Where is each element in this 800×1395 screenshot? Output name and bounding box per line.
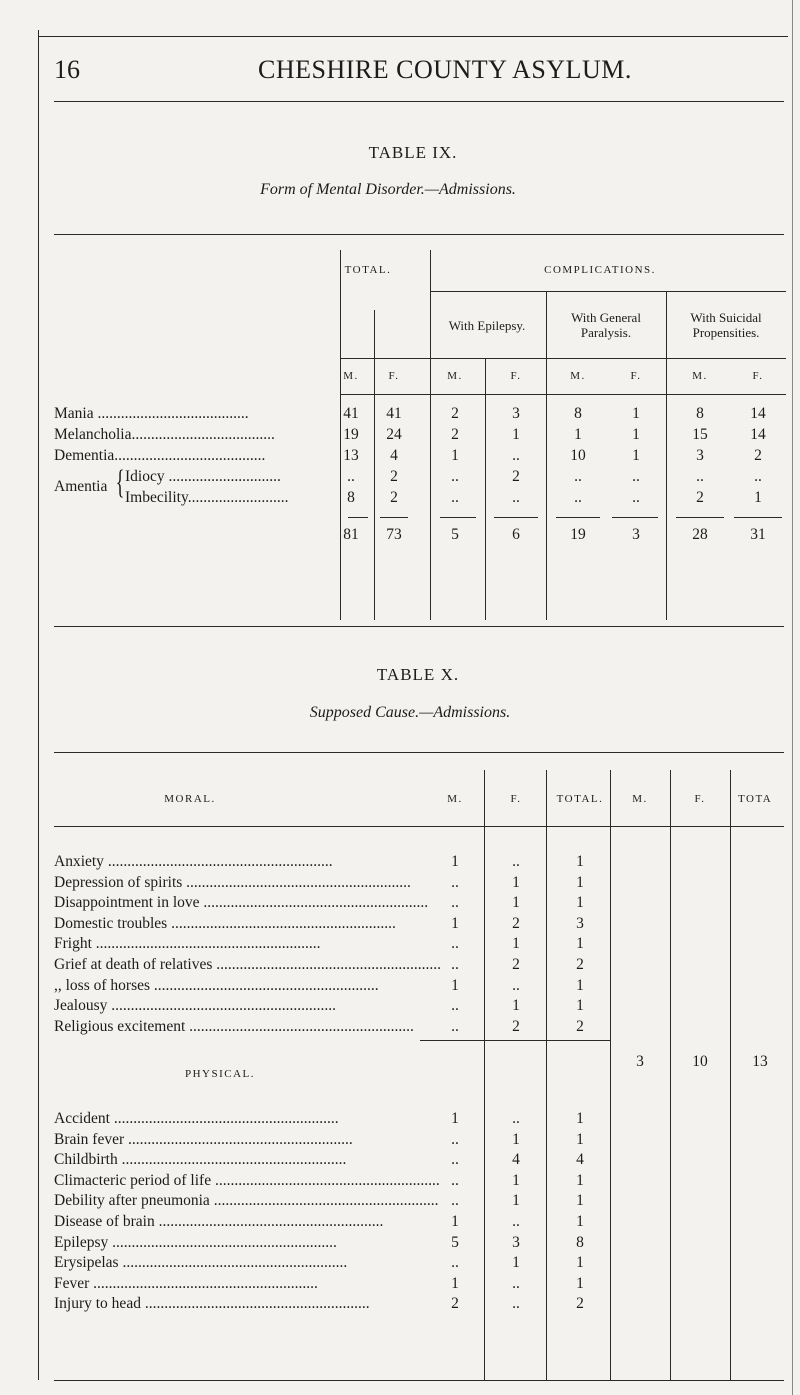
t10-cell-t: 1 (576, 1130, 584, 1148)
t10-row-label: Brain fever .......................................................... (54, 1130, 353, 1148)
t10-row-label: Anxiety .......................................................... (54, 853, 333, 870)
t10-vline-1 (484, 770, 485, 1380)
t9-cell: 2 (390, 468, 398, 485)
t10-cell-f: 1 (512, 894, 520, 912)
t9-sum-rule-2 (380, 517, 408, 518)
complications-rule (430, 291, 786, 292)
t9-vline-6 (666, 291, 667, 620)
t10-h-m: M. (447, 793, 463, 805)
t10-row-label-text: Depression of spirits (54, 873, 183, 891)
t9-sum-rule-1 (348, 517, 368, 518)
t9-cell: 10 (570, 447, 586, 464)
t10-h-moral: MORAL. (164, 793, 216, 805)
table10-top-rule (54, 752, 784, 753)
t10-cell-m: .. (451, 1254, 459, 1272)
t10-row-label-text: Disappointment in love (54, 894, 200, 912)
t10-row-label-text: ,, loss of horses (54, 976, 151, 994)
page-right-edge (792, 0, 793, 1395)
t10-cell-f: 4 (512, 1151, 520, 1169)
table9-sub-epilepsy: With Epilepsy. (448, 318, 526, 333)
t9-vline-1 (340, 250, 341, 620)
t10-h-total: TOTAL. (556, 793, 604, 805)
t10-row-label: Epilepsy .......................................................... (54, 1233, 337, 1251)
t10-cell-t: 2 (576, 1017, 584, 1035)
t9-cell: 3 (696, 447, 704, 464)
t9-cell: 14 (750, 405, 766, 422)
t9-cell: 1 (574, 426, 582, 443)
t10-row-label: Disease of brain .......................................................... (54, 1213, 384, 1230)
table9-group-complications: COMPLICATIONS. (544, 264, 656, 276)
t9-cell: 1 (632, 405, 640, 422)
t9-cell: 14 (750, 426, 766, 443)
t9-vline-3 (430, 250, 431, 620)
t10-row-label-text: Accident (54, 1110, 110, 1127)
t10-row-label-text: Anxiety (54, 853, 104, 870)
t10-cell-t: 8 (576, 1233, 584, 1251)
t9-cell: 2 (451, 405, 459, 422)
t10-row-label: Childbirth .......................................................... (54, 1151, 347, 1169)
t9-cell: 15 (692, 426, 708, 443)
t9-brace: { (115, 464, 125, 501)
t9-row-label-imbecility: Imbecility.......................... (125, 489, 289, 506)
t9-cell: 13 (343, 447, 359, 464)
t10-cell-f: 1 (512, 1192, 520, 1210)
t9-amentia-label: Amentia (54, 478, 108, 495)
t10-row-label-text: Religious excitement (54, 1017, 186, 1035)
t9-cell: .. (632, 489, 640, 506)
t10-row-label: Disappointment in love .......................................................... (54, 894, 429, 912)
t10-cell-m: 5 (451, 1233, 459, 1251)
t9-cell: .. (347, 468, 355, 485)
t9-total-cell: 28 (692, 526, 708, 543)
t10-cell-t: 1 (576, 1213, 584, 1230)
subheader-rule (340, 358, 786, 359)
t10-cell-t: 1 (576, 1171, 584, 1189)
t9-sum-rule-5 (556, 517, 600, 518)
t10-cell-m: .. (451, 1171, 459, 1189)
t9-h-f3: F. (630, 370, 642, 382)
table9-sub-paralysis: With General Paralysis. (571, 310, 641, 340)
t10-cell-t: 2 (576, 1295, 584, 1313)
t9-h-f4: F. (752, 370, 764, 382)
t10-vline-5 (730, 770, 731, 1380)
t10-cell-t: 4 (576, 1151, 584, 1169)
t10-cell-m: 1 (451, 1110, 459, 1127)
t9-cell: 1 (632, 447, 640, 464)
t10-h-f: F. (510, 793, 522, 805)
t10-row-label-text: Debility after pneumonia (54, 1192, 210, 1210)
t10-row-label: Grief at death of relatives .......................................................... (54, 956, 441, 973)
t10-vline-3 (610, 770, 611, 1380)
t9-cell: .. (512, 489, 520, 506)
t10-cell-t: 1 (576, 1110, 584, 1127)
t10-cell-m: .. (451, 935, 459, 953)
t9-sum-rule-8 (734, 517, 782, 518)
t9-cell: .. (754, 468, 762, 485)
t9-vline-4 (485, 358, 486, 620)
t10-cell-m: .. (451, 1151, 459, 1169)
t9-vline-2 (374, 310, 375, 620)
t9-cell: .. (574, 468, 582, 485)
t9-cell: 2 (512, 468, 520, 485)
t10-cell-m: 1 (451, 853, 459, 870)
page-top-rule (38, 36, 788, 37)
table10-subtitle: Supposed Cause.—Admissions. (309, 704, 511, 721)
t10-row-label: Fright .......................................................... (54, 935, 321, 953)
table9-bottom-rule (54, 626, 784, 627)
t9-cell: 4 (390, 447, 398, 464)
t10-row-label-text: Epilepsy (54, 1233, 109, 1251)
running-title: CHESHIRE COUNTY ASYLUM. (258, 55, 632, 84)
table9-title: TABLE IX. (368, 143, 458, 162)
t10-cell-m: .. (451, 894, 459, 912)
t10-cell-t: 1 (576, 873, 584, 891)
t10-cell-f: 2 (512, 956, 520, 973)
t9-cell: .. (451, 489, 459, 506)
t10-vline-2 (546, 770, 547, 1380)
t9-total-cell: 73 (386, 526, 402, 543)
t9-total-cell: 5 (451, 526, 459, 543)
t10-row-label: Accident .......................................................... (54, 1110, 339, 1127)
t10-cell-f: 1 (512, 1130, 520, 1148)
t9-row-label-mania: Mania ....................................... (54, 405, 249, 422)
t10-row-label: Erysipelas .......................................................... (54, 1254, 348, 1272)
header-rule (54, 101, 784, 102)
t10-cell-t: 1 (576, 853, 584, 870)
t9-sum-rule-4 (494, 517, 538, 518)
t9-cell: 41 (343, 405, 359, 422)
t9-total-cell: 19 (570, 526, 586, 543)
t9-h-m3: M. (570, 370, 586, 382)
t9-cell: 1 (754, 489, 762, 506)
t10-row-label: Jealousy .......................................................... (54, 997, 337, 1015)
t10-cell-f: .. (512, 1110, 520, 1127)
t10-moral-sub-total: 13 (752, 1053, 768, 1070)
t10-cell-t: 1 (576, 1192, 584, 1210)
t10-cell-m: 1 (451, 1274, 459, 1292)
t10-cell-f: 2 (512, 1017, 520, 1035)
t10-cell-t: 1 (576, 997, 584, 1015)
t10-row-label: Fever .......................................................... (54, 1274, 318, 1292)
t9-cell: 2 (451, 426, 459, 443)
t10-cell-m: 2 (451, 1295, 459, 1313)
t9-cell: .. (451, 468, 459, 485)
t9-cell: 8 (347, 489, 355, 506)
t10-cell-f: 1 (512, 997, 520, 1015)
t10-row-label-text: Fever (54, 1274, 90, 1292)
t9-sum-rule-7 (676, 517, 724, 518)
t10-cell-t: 1 (576, 894, 584, 912)
t9-vline-5 (546, 291, 547, 620)
t10-row-label-text: Grief at death of relatives (54, 956, 213, 973)
t10-cell-f: 1 (512, 1254, 520, 1272)
t10-row-label: Debility after pneumonia .......................................................... (54, 1192, 439, 1210)
t9-total-cell: 81 (343, 526, 359, 543)
t9-cell: 1 (512, 426, 520, 443)
t10-h-physical: PHYSICAL. (184, 1068, 256, 1080)
t10-row-label-text: Brain fever (54, 1130, 125, 1148)
t9-h-f1: F. (388, 370, 400, 382)
t9-h-m2: M. (447, 370, 463, 382)
t10-cell-f: 1 (512, 873, 520, 891)
t9-total-cell: 3 (632, 526, 640, 543)
table9-subtitle: Form of Mental Disorder.—Admissions. (260, 181, 516, 198)
table10-title: TABLE X. (376, 665, 460, 684)
page-left-rule (38, 30, 39, 1380)
mf-rule (340, 394, 786, 395)
t10-row-label-text: Injury to head (54, 1295, 141, 1313)
t9-total-cell: 6 (512, 526, 520, 543)
t10-h-m2: M. (632, 793, 648, 805)
t10-row-label: Domestic troubles .......................................................... (54, 914, 396, 932)
t10-cell-t: 1 (576, 976, 584, 994)
t10-cell-m: .. (451, 1192, 459, 1210)
t10-row-label: Climacteric period of life .......................................................... (54, 1171, 440, 1189)
t9-cell: 41 (386, 405, 402, 422)
t10-cell-m: .. (451, 1017, 459, 1035)
t10-cell-t: 1 (576, 1254, 584, 1272)
t9-cell: .. (574, 489, 582, 506)
t10-h-f2: F. (694, 793, 706, 805)
t9-cell: 8 (574, 405, 582, 422)
t10-cell-m: .. (451, 956, 459, 973)
t9-cell: 1 (632, 426, 640, 443)
t10-cell-m: .. (451, 873, 459, 891)
t9-cell: .. (512, 447, 520, 464)
t10-cell-m: 1 (451, 1213, 459, 1230)
t9-cell: 24 (386, 426, 402, 443)
t10-row-label: Depression of spirits .......................................................... (54, 873, 411, 891)
t10-cell-t: 1 (576, 935, 584, 953)
t10-cell-t: 3 (576, 914, 584, 932)
t10-row-label: Religious excitement .......................................................... (54, 1017, 414, 1035)
t10-cell-m: 1 (451, 976, 459, 994)
t9-cell: .. (632, 468, 640, 485)
table9-sub-suicidal: With Suicidal Propensities. (690, 310, 762, 340)
t10-row-label-text: Erysipelas (54, 1254, 119, 1272)
t9-cell: 3 (512, 405, 520, 422)
t9-total-cell: 31 (750, 526, 766, 543)
t10-cell-f: .. (512, 1295, 520, 1313)
t10-row-label: Injury to head .......................................................... (54, 1295, 370, 1313)
t9-cell: 8 (696, 405, 704, 422)
t9-sum-rule-6 (612, 517, 658, 518)
t10-row-label-text: Jealousy (54, 997, 108, 1015)
t10-h-total2: TOTA (738, 793, 773, 805)
t9-h-m1: M. (343, 370, 359, 382)
t9-cell: 19 (343, 426, 359, 443)
t9-sum-rule-3 (440, 517, 476, 518)
t10-cell-m: .. (451, 1130, 459, 1148)
t10-moral-sum-rule (420, 1040, 610, 1041)
t9-cell: .. (696, 468, 704, 485)
t10-header-rule (54, 826, 784, 827)
table9-top-rule (54, 234, 784, 235)
t10-cell-t: 2 (576, 956, 584, 973)
t10-cell-f: .. (512, 1213, 520, 1230)
t10-row-label-text: Climacteric period of life (54, 1171, 212, 1189)
t10-vline-4 (670, 770, 671, 1380)
t10-cell-m: 1 (451, 914, 459, 932)
t10-cell-f: 1 (512, 1171, 520, 1189)
t10-moral-sub-m: 3 (636, 1053, 644, 1070)
t9-cell: 1 (451, 447, 459, 464)
t10-row-label-text: Childbirth (54, 1151, 118, 1169)
t9-row-label-melancholia: Melancholia..................................... (54, 426, 275, 443)
t10-cell-f: 1 (512, 935, 520, 953)
t9-row-label-idiocy: Idiocy ............................. (125, 468, 281, 485)
t9-h-m4: M. (692, 370, 708, 382)
table9-group-total: TOTAL. (344, 264, 392, 276)
t10-cell-f: .. (512, 1274, 520, 1292)
t10-cell-t: 1 (576, 1274, 584, 1292)
t10-cell-f: .. (512, 976, 520, 994)
t10-cell-f: .. (512, 853, 520, 870)
t9-cell: 2 (390, 489, 398, 506)
t10-row-label-text: Domestic troubles (54, 914, 168, 932)
page-number: 16 (54, 55, 80, 84)
t9-h-f2: F. (510, 370, 522, 382)
t10-moral-sub-f: 10 (692, 1053, 708, 1070)
table10-bottom-rule (54, 1380, 784, 1381)
t10-row-label-text: Fright (54, 935, 92, 953)
t9-row-label-dementia: Dementia....................................... (54, 447, 266, 464)
t9-cell: 2 (696, 489, 704, 506)
t9-cell: 2 (754, 447, 762, 464)
t10-row-label-text: Disease of brain (54, 1213, 155, 1230)
t10-cell-f: 2 (512, 914, 520, 932)
t10-cell-f: 3 (512, 1233, 520, 1251)
t10-row-label: ,, loss of horses .......................................................... (54, 976, 379, 994)
t10-cell-m: .. (451, 997, 459, 1015)
